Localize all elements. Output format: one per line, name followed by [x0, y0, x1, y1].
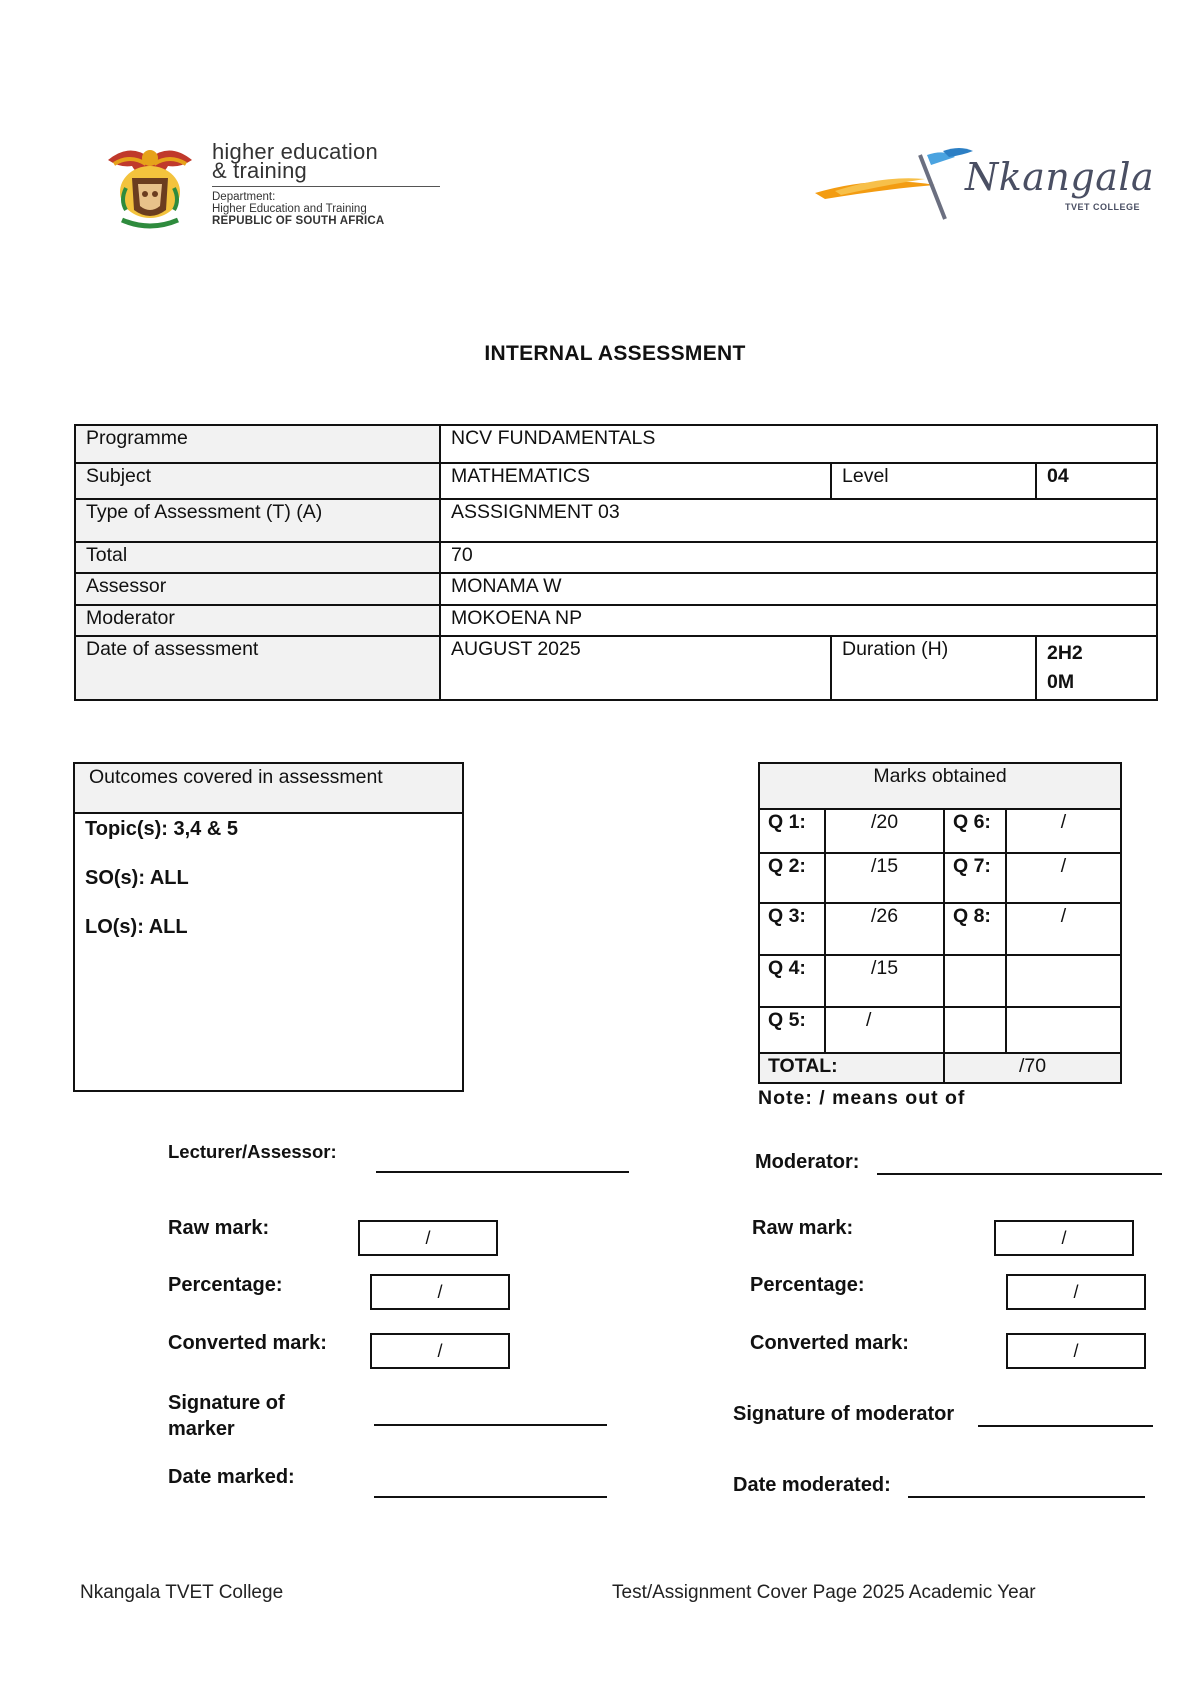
dhet-dept-line3: REPUBLIC OF SOUTH AFRICA [212, 215, 385, 227]
dhet-dept-line2: Higher Education and Training [212, 203, 367, 215]
mod-converted-mark-label: Converted mark: [750, 1332, 909, 1354]
table-row [75, 636, 1157, 700]
duration-value-line1: 2H2 [1047, 642, 1083, 664]
q5-value: / [825, 1007, 944, 1053]
moderator-label: Moderator [75, 605, 440, 636]
outcomes-sos: SO(s): ALL [85, 867, 189, 889]
dhet-logo [100, 140, 445, 235]
dhet-title-line2: & training [212, 158, 307, 183]
mod-percentage-box[interactable]: / [1006, 1274, 1146, 1310]
date-value: AUGUST 2025 [440, 636, 831, 700]
date-moderated-label: Date moderated: [733, 1474, 891, 1496]
marker-signature-line[interactable] [374, 1424, 607, 1426]
mod-raw-mark-label: Raw mark: [752, 1217, 854, 1239]
marker-signature-label-line1: Signature of [168, 1392, 285, 1414]
empty-label [944, 955, 1006, 1007]
q6-label: Q 6: [944, 809, 1006, 853]
moderator-signature-label: Signature of moderator [733, 1403, 955, 1425]
q3-label: Q 3: [759, 903, 825, 955]
q4-value: /15 [825, 955, 944, 1007]
college-logo [815, 145, 1175, 225]
dhet-dept-line1: Department: [212, 191, 276, 203]
page-title: INTERNAL ASSESSMENT [484, 342, 746, 365]
torch-swoosh-icon [815, 145, 975, 225]
total-label: Total [75, 542, 440, 573]
programme-label: Programme [75, 425, 440, 463]
mod-converted-mark-box[interactable]: / [1006, 1333, 1146, 1369]
table-row [75, 573, 1157, 605]
level-value: 04 [1036, 463, 1157, 499]
footer-right: Test/Assignment Cover Page 2025 Academic Year [612, 1582, 1036, 1603]
dhet-divider [212, 186, 440, 187]
percentage-box[interactable]: / [370, 1274, 510, 1310]
q2-value: /15 [825, 853, 944, 903]
marks-header: Marks obtained [759, 763, 1121, 809]
subject-value: MATHEMATICS [440, 463, 831, 499]
table-row [75, 605, 1157, 636]
q1-label: Q 1: [759, 809, 825, 853]
college-name: Nkangala [965, 155, 1155, 199]
lecturer-signature-line[interactable] [376, 1171, 629, 1173]
subject-label: Subject [75, 463, 440, 499]
q7-value: / [1006, 853, 1121, 903]
outcomes-box [73, 762, 464, 1092]
total-value: 70 [440, 542, 1157, 573]
table-row [759, 1053, 1121, 1083]
converted-mark-box[interactable]: / [370, 1333, 510, 1369]
moderator-label: Moderator: [755, 1151, 860, 1173]
converted-mark-label: Converted mark: [168, 1332, 327, 1354]
dhet-title [212, 139, 378, 183]
table-row [75, 463, 1157, 499]
type-label: Type of Assessment (T) (A) [75, 499, 440, 542]
table-row [75, 499, 1157, 542]
coat-of-arms-icon [100, 140, 200, 235]
dhet-title-line1: higher education [212, 139, 378, 164]
assessment-info-table [74, 424, 1158, 701]
type-value: ASSSIGNMENT 03 [440, 499, 1157, 542]
level-label: Level [831, 463, 1036, 499]
outcomes-topics: Topic(s): 3,4 & 5 [85, 818, 238, 840]
lecturer-label: Lecturer/Assessor: [168, 1141, 337, 1162]
table-row [75, 425, 1157, 463]
q4-label: Q 4: [759, 955, 825, 1007]
q6-value: / [1006, 809, 1121, 853]
q8-value: / [1006, 903, 1121, 955]
marker-signature-label [168, 1390, 285, 1442]
total-value: /70 [944, 1053, 1121, 1083]
moderator-sign-line[interactable] [978, 1425, 1153, 1427]
date-moderated-line[interactable] [908, 1496, 1145, 1498]
programme-value: NCV FUNDAMENTALS [440, 425, 1157, 463]
outcomes-los: LO(s): ALL [85, 916, 188, 938]
mod-percentage-label: Percentage: [750, 1274, 865, 1296]
dhet-department [212, 191, 384, 227]
marker-signature-label-line2: marker [168, 1418, 235, 1440]
assessor-label: Assessor [75, 573, 440, 605]
marks-obtained-table [758, 762, 1122, 1084]
table-row [759, 809, 1121, 853]
duration-value [1036, 636, 1157, 700]
table-row [759, 1007, 1121, 1053]
q2-label: Q 2: [759, 853, 825, 903]
q8-label: Q 8: [944, 903, 1006, 955]
duration-value-line2: 0M [1047, 671, 1075, 693]
q7-label: Q 7: [944, 853, 1006, 903]
duration-label: Duration (H) [831, 636, 1036, 700]
table-row [75, 542, 1157, 573]
raw-mark-label: Raw mark: [168, 1217, 270, 1239]
assessor-value: MONAMA W [440, 573, 1157, 605]
q1-value: /20 [825, 809, 944, 853]
date-marked-line[interactable] [374, 1496, 607, 1498]
table-row [759, 763, 1121, 809]
raw-mark-box[interactable]: / [358, 1220, 498, 1256]
q5-label: Q 5: [759, 1007, 825, 1053]
table-row [759, 903, 1121, 955]
empty-label [944, 1007, 1006, 1053]
footer-left: Nkangala TVET College [80, 1582, 284, 1603]
table-row [759, 955, 1121, 1007]
percentage-label: Percentage: [168, 1274, 283, 1296]
q3-value: /26 [825, 903, 944, 955]
moderator-value: MOKOENA NP [440, 605, 1157, 636]
mod-raw-mark-box[interactable]: / [994, 1220, 1134, 1256]
date-marked-label: Date marked: [168, 1466, 295, 1488]
table-row [759, 853, 1121, 903]
empty-value [1006, 1007, 1121, 1053]
marks-note: Note: / means out of [758, 1087, 966, 1109]
moderator-signature-line[interactable] [877, 1173, 1162, 1175]
college-subtitle: TVET COLLEGE [1065, 202, 1141, 212]
total-label: TOTAL: [759, 1053, 944, 1083]
date-label: Date of assessment [75, 636, 440, 700]
outcomes-header: Outcomes covered in assessment [75, 764, 462, 814]
empty-value [1006, 955, 1121, 1007]
